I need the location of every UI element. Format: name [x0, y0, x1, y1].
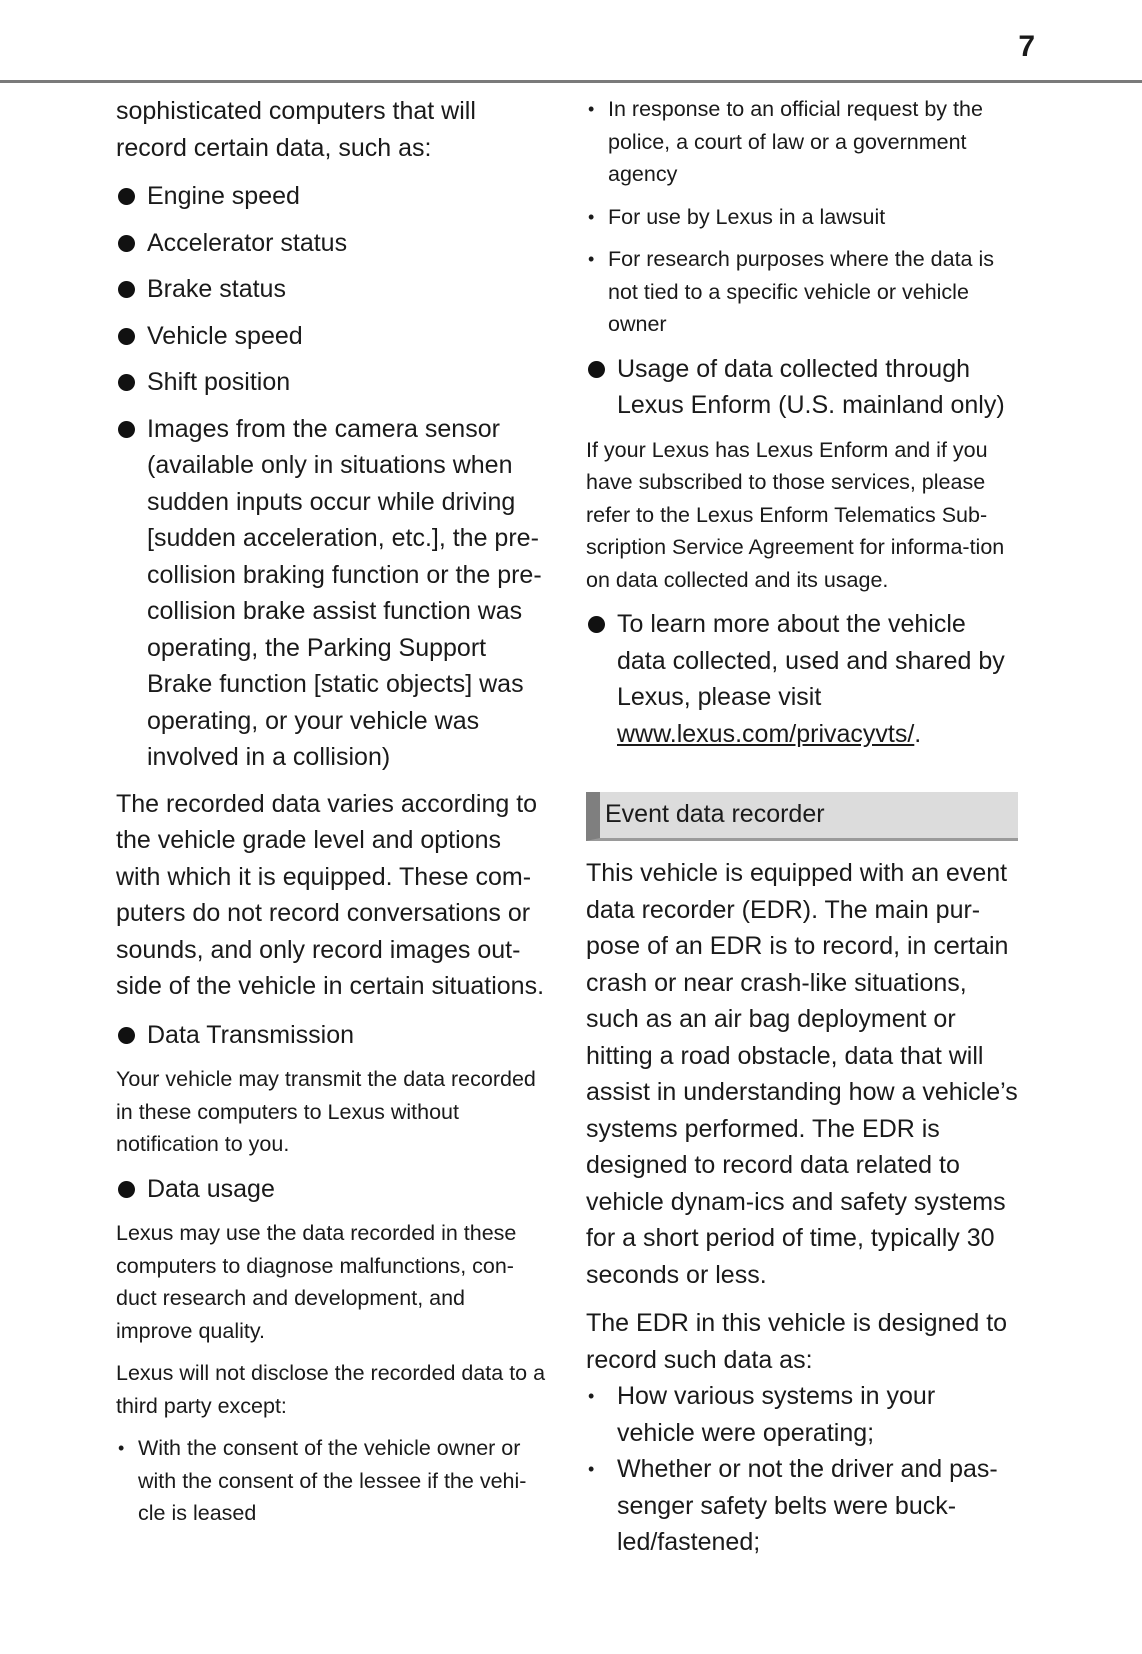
privacy-link[interactable]: www.lexus.com/privacyvts/	[617, 719, 915, 748]
edr-paragraph-2: The EDR in this vehicle is designed to record such data as:	[586, 1309, 1008, 1374]
bullet-dot-icon	[588, 361, 605, 378]
edr-item	[586, 1451, 1018, 1561]
bullet-shift-position	[116, 364, 546, 401]
bullet-engine-speed	[116, 178, 546, 215]
bullet-text: Data usage	[147, 1174, 275, 1203]
recorded-data-paragraph: The recorded data varies according to the vehicle grade level and options with which it is equipped. These com-puters do not record conversations or sounds, and only record images out-side of the vehicle in certain situations.	[116, 789, 545, 1000]
transmission-paragraph: Your vehicle may transmit the data recorded in these computers to Lexus without notification to you.	[116, 1067, 536, 1156]
page-number: 7	[1018, 30, 1035, 63]
exception-text: For research purposes where the data is not tied to a specific vehicle or vehicle owner	[608, 247, 995, 336]
exception-item	[586, 201, 1018, 234]
bullet-dot-icon	[118, 328, 135, 345]
bullet-dot-icon	[118, 1027, 135, 1044]
header-rule	[0, 80, 1142, 83]
bullet-enform-usage	[586, 351, 1018, 424]
edr-item	[586, 1378, 1018, 1451]
small-bullet-icon: •	[118, 1438, 125, 1458]
bullet-text: Engine speed	[147, 182, 300, 210]
bullet-dot-icon	[118, 421, 135, 438]
bullet-dot-icon	[118, 281, 135, 298]
bullet-brake-status	[116, 271, 546, 308]
bullet-text: Usage of data collected through Lexus Enform (U.S. mainland only)	[617, 354, 1005, 419]
bullet-text: Images from the camera sensor (available only in situations when sudden inputs occur while driving [sudden acceleration, etc.], the pre-collision braking function or the pre-collision brake assist function was operating, the Parking Support Brake function [static objects] was operating, or your vehicle was involved in a collision)	[147, 414, 542, 771]
exception-text: For use by Lexus in a lawsuit	[608, 204, 886, 229]
bullet-camera-images	[116, 411, 546, 776]
bullet-text: Vehicle speed	[147, 321, 303, 350]
bullet-text: Shift position	[147, 368, 291, 396]
left-column	[116, 93, 546, 1540]
bullet-text: Accelerator status	[147, 228, 348, 257]
bullet-accelerator-status	[116, 225, 546, 262]
usage-paragraph: Lexus may use the data recorded in these computers to diagnose malfunctions, con-duct research and development, and improve quality.	[116, 1221, 517, 1343]
section-title: Event data recorder	[605, 800, 825, 828]
right-column	[586, 93, 1018, 1561]
enform-paragraph: If your Lexus has Lexus Enform and if you have subscribed to those services, please refer to the Lexus Enform Telematics Sub-scription Service Agreement for informa-tion on data collected and its usage.	[586, 437, 1005, 592]
disclose-paragraph: Lexus will not disclose the recorded data to a third party except:	[116, 1361, 546, 1418]
bullet-text: Brake status	[147, 275, 286, 303]
bullet-dot-icon	[118, 188, 135, 205]
edr-item-text: Whether or not the driver and pas-senger safety belts were buck-led/fastened;	[617, 1455, 998, 1556]
small-bullet-icon: •	[588, 1386, 595, 1406]
section-header-bar	[586, 792, 1018, 841]
bullet-dot-icon	[118, 1181, 135, 1198]
intro-paragraph: sophisticated computers that will record certain data, such as:	[116, 97, 476, 162]
small-bullet-icon: •	[588, 1459, 595, 1479]
bullet-data-transmission	[116, 1017, 546, 1054]
bullet-text: Data Transmission	[147, 1020, 355, 1049]
bullet-dot-icon	[588, 616, 605, 633]
learn-more-suffix: .	[914, 719, 922, 748]
bullet-vehicle-speed	[116, 318, 546, 355]
small-bullet-icon: •	[588, 99, 595, 119]
exception-text: In response to an official request by the police, a court of law or a government agency	[608, 97, 983, 186]
exception-item	[586, 93, 1018, 191]
exception-item	[586, 243, 1018, 341]
small-bullet-icon: •	[588, 249, 595, 269]
bullet-learn-more	[586, 606, 1018, 752]
bullet-data-usage	[116, 1171, 546, 1208]
bullet-dot-icon	[118, 235, 135, 252]
edr-paragraph: This vehicle is equipped with an event data recorder (EDR). The main pur-pose of an EDR is to record, in certain crash or near crash-like situations, such as an air bag deployment or hitting a road obstacle, data that will assist in understanding how a vehicle’s systems performed. The EDR is designed to record data related to vehicle dynam-ics and safety systems for a short period of time, typically 30 seconds or less.	[586, 859, 1018, 1289]
bullet-dot-icon	[118, 374, 135, 391]
exception-text: With the consent of the vehicle owner or with the consent of the lessee if the vehi-cle is leased	[138, 1436, 527, 1525]
learn-more-text: To learn more about the vehicle data collected, used and shared by Lexus, please visit	[617, 610, 1005, 711]
edr-item-text: How various systems in your vehicle were operating;	[617, 1382, 936, 1447]
small-bullet-icon: •	[588, 206, 595, 227]
exception-item	[116, 1432, 546, 1530]
